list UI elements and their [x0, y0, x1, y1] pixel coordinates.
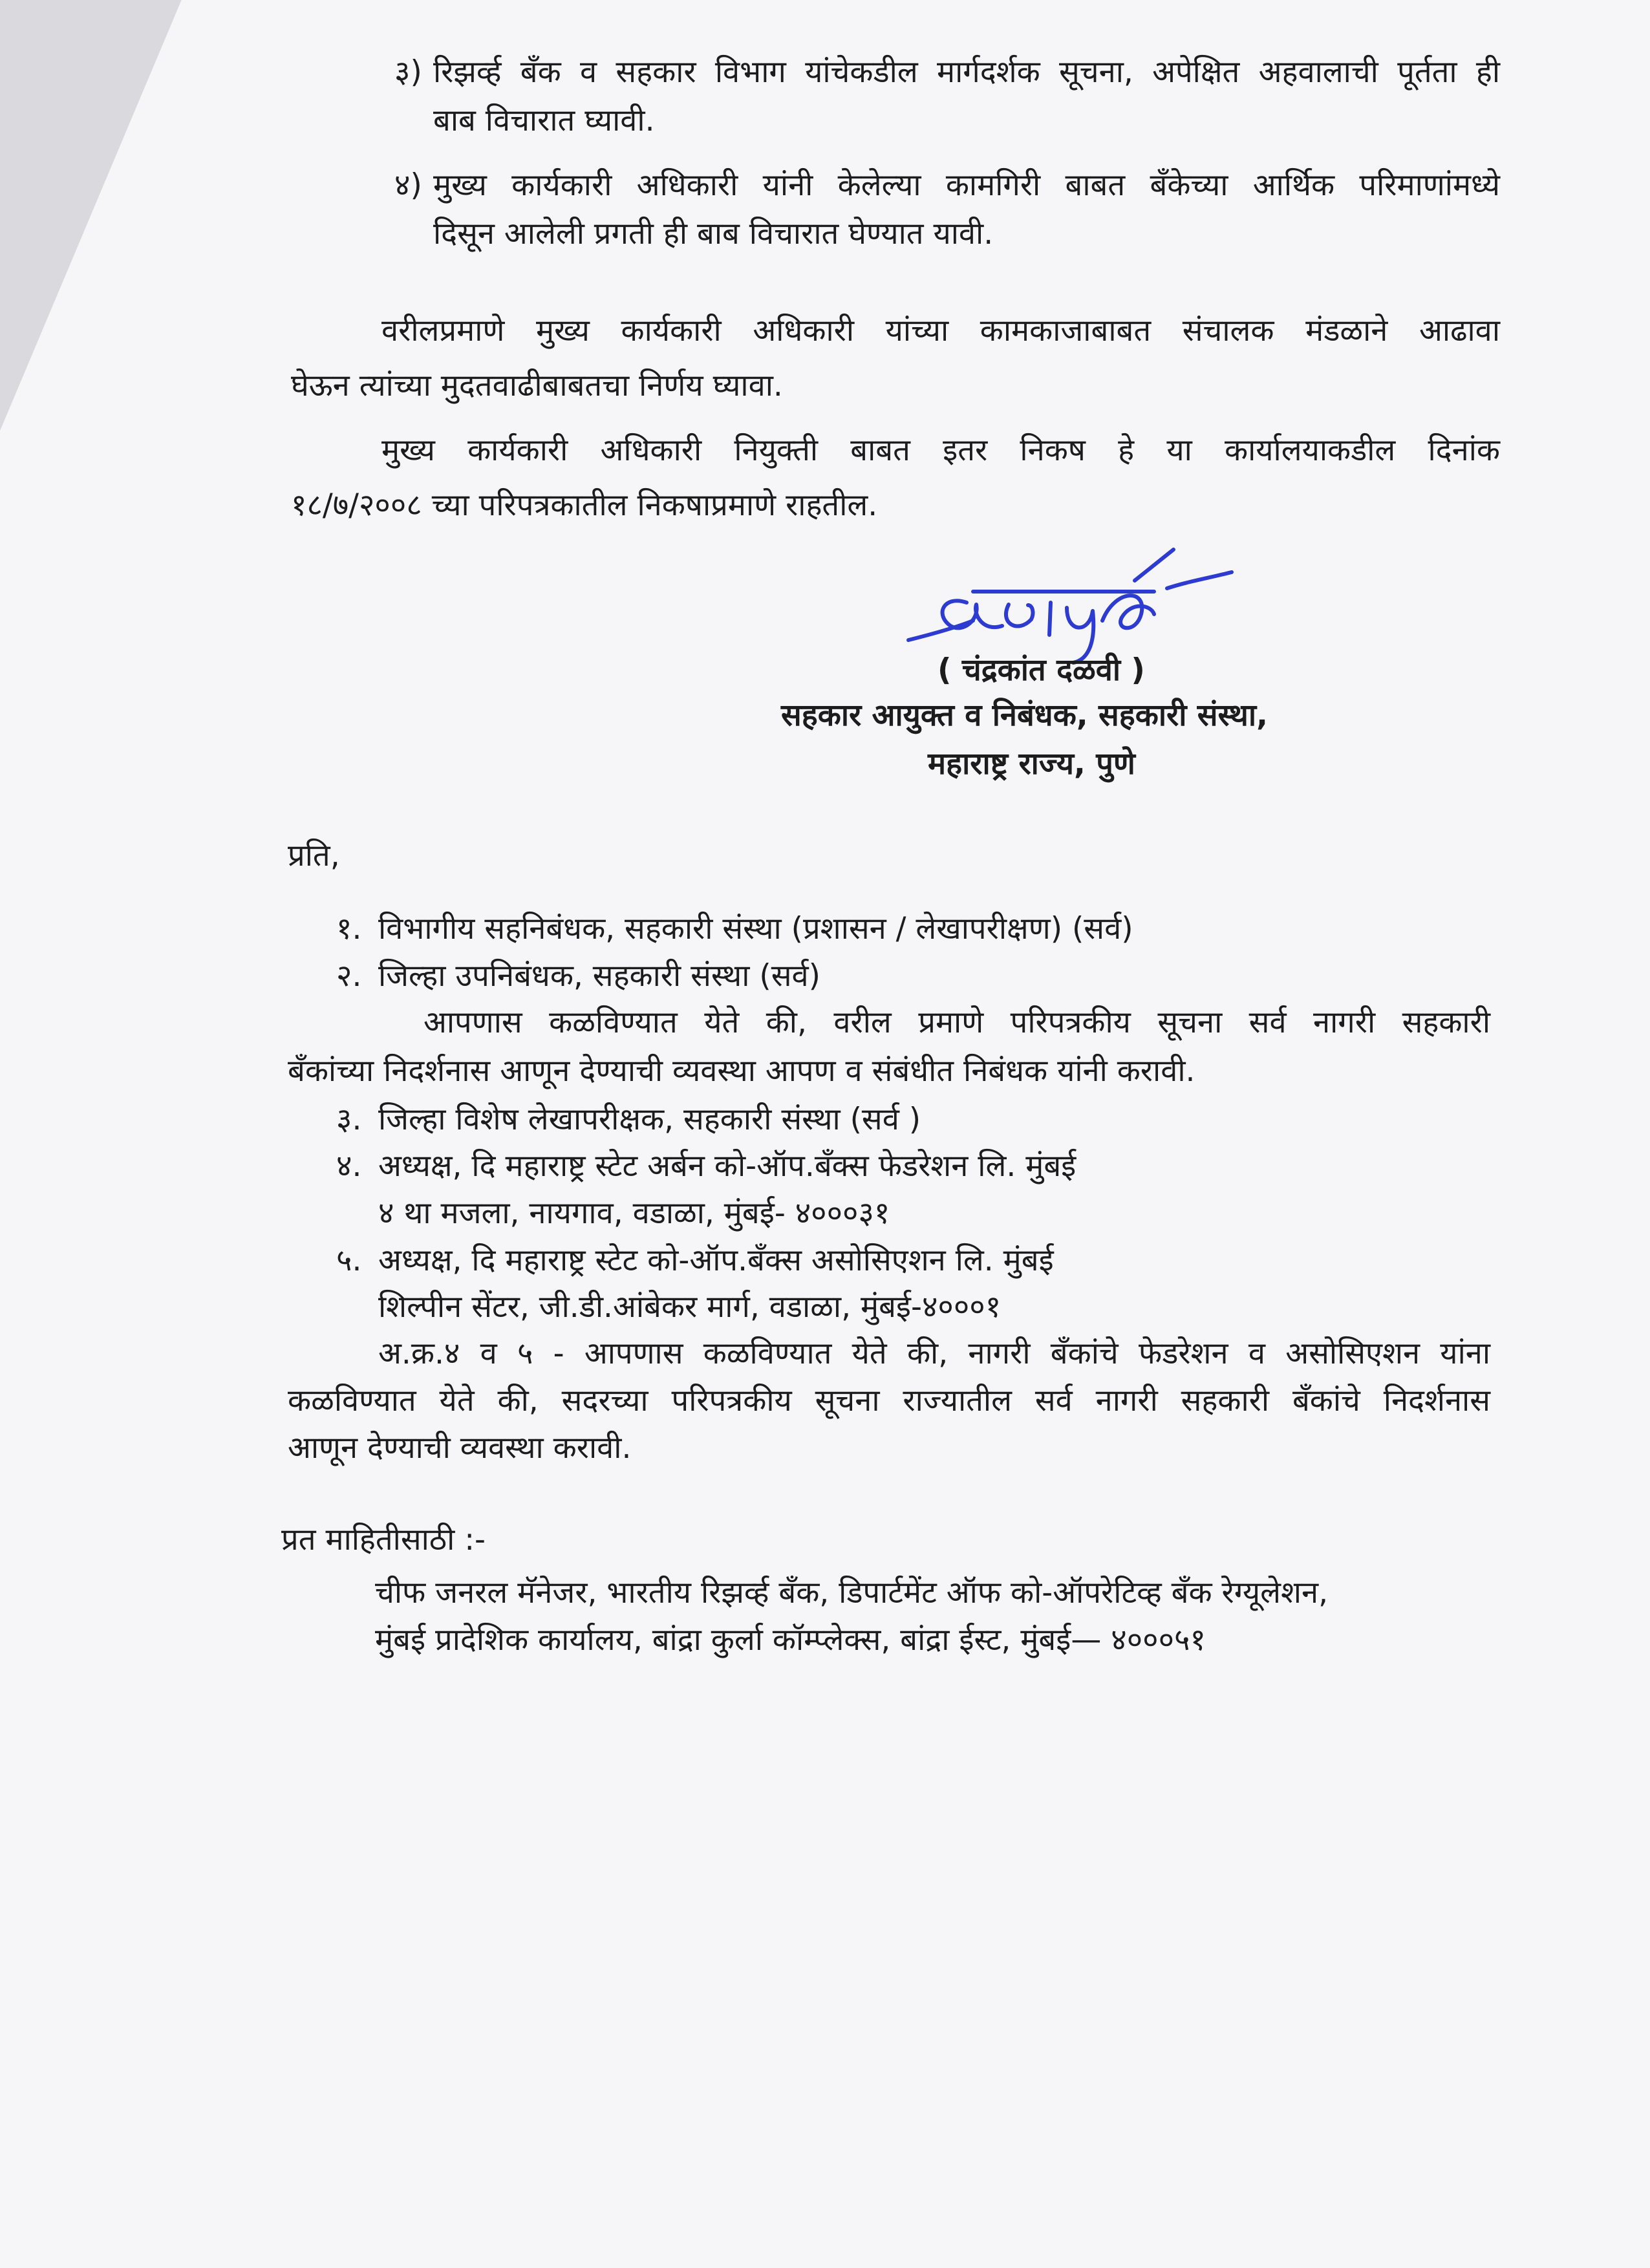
copy-info-line-1: चीफ जनरल मॅनेजर, भारतीय रिझर्व्ह बँक, डिपार्टमेंट ऑफ को-ऑपरेटिव्ह बँक रेग्यूलेशन, [375, 1575, 1329, 1610]
instruction-line-2: बँकांच्या निदर्शनास आणून देण्याची व्यवस्था आपण व संबंधीत निबंधक यांनी करावी. [288, 1053, 1195, 1089]
recipient-2-number: २. [336, 958, 362, 994]
point-4-line-1: मुख्य कार्यकारी अधिकारी यांनी केलेल्या कामगिरी बाबत बँकेच्या आर्थिक परिमाणांमध्ये [433, 167, 1500, 203]
review-paragraph-line-1: वरीलप्रमाणे मुख्य कार्यकारी अधिकारी यांच्या कामकाजाबाबत संचालक मंडळाने आढावा [381, 313, 1500, 348]
recipient-5-text: अध्यक्ष, दि महाराष्ट्र स्टेट को-ऑप.बँक्स असोसिएशन लि. मुंबई [378, 1243, 1054, 1278]
recipient-4-address: ४ था मजला, नायगाव, वडाळा, मुंबई- ४०००३१ [378, 1195, 890, 1231]
point-3-line-1: रिझर्व्ह बँक व सहकार विभाग यांचेकडील मार्गदर्शक सूचना, अपेक्षित अहवालाची पूर्तता ही [433, 54, 1500, 90]
recipient-3-text: जिल्हा विशेष लेखापरीक्षक, सहकारी संस्था (सर्व ) [378, 1102, 921, 1137]
point-3-marker: ३) [394, 54, 422, 90]
signatory-name: ( चंद्रकांत दळवी ) [938, 652, 1145, 688]
recipient-1-number: १. [336, 911, 362, 947]
copy-info-line-2: मुंबई प्रादेशिक कार्यालय, बांद्रा कुर्ला कॉम्प्लेक्स, बांद्रा ईस्ट, मुंबई— ४०००५१ [375, 1622, 1206, 1658]
criteria-paragraph-line-1: मुख्य कार्यकारी अधिकारी नियुक्ती बाबत इतर निकष हे या कार्यालयाकडील दिनांक [381, 433, 1500, 468]
point-4-line-2: दिसून आलेली प्रगती ही बाब विचारात घेण्यात यावी. [433, 216, 994, 251]
signatory-designation: सहकार आयुक्त व निबंधक, सहकारी संस्था, [781, 698, 1268, 733]
signatory-location: महाराष्ट्र राज्य, पुणे [928, 746, 1135, 782]
recipient-5-address: शिल्पीन सेंटर, जी.डी.आंबेकर मार्ग, वडाळा, मुंबई-४०००१ [378, 1289, 1002, 1325]
criteria-paragraph-line-2: १८/७/२००८ च्या परिपत्रकातील निकषाप्रमाणे राहतील. [291, 487, 878, 523]
federation-note-line-1: अ.क्र.४ व ५ - आपणास कळविण्यात येते की, नागरी बँकांचे फेडरेशन व असोसिएशन यांना [378, 1336, 1490, 1371]
federation-note-line-3: आणून देण्याची व्यवस्था करावी. [288, 1430, 632, 1466]
instruction-line-1: आपणास कळविण्यात येते की, वरील प्रमाणे परिपत्रकीय सूचना सर्व नागरी सहकारी [423, 1005, 1490, 1040]
recipient-3-number: ३. [336, 1102, 362, 1137]
federation-note-line-2: कळविण्यात येते की, सदरच्या परिपत्रकीय सूचना राज्यातील सर्व नागरी सहकारी बँकांचे निदर्शनास [288, 1383, 1490, 1418]
point-3-line-2: बाब विचारात घ्यावी. [433, 103, 655, 138]
handwritten-signature [895, 543, 1245, 666]
recipient-1-text: विभागीय सहनिबंधक, सहकारी संस्था (प्रशासन / लेखापरीक्षण) (सर्व) [378, 911, 1133, 947]
copy-info-heading: प्रत माहितीसाठी :- [281, 1522, 486, 1557]
point-4-marker: ४) [394, 167, 422, 203]
recipients-heading: प्रति, [288, 838, 340, 873]
recipient-4-number: ४. [336, 1148, 362, 1184]
recipient-2-text: जिल्हा उपनिबंधक, सहकारी संस्था (सर्व) [378, 958, 820, 994]
recipient-5-number: ५. [336, 1243, 362, 1278]
recipient-4-text: अध्यक्ष, दि महाराष्ट्र स्टेट अर्बन को-ऑप.बँक्स फेडरेशन लि. मुंबई [378, 1148, 1077, 1184]
review-paragraph-line-2: घेऊन त्यांच्या मुदतवाढीबाबतचा निर्णय घ्यावा. [291, 368, 783, 403]
